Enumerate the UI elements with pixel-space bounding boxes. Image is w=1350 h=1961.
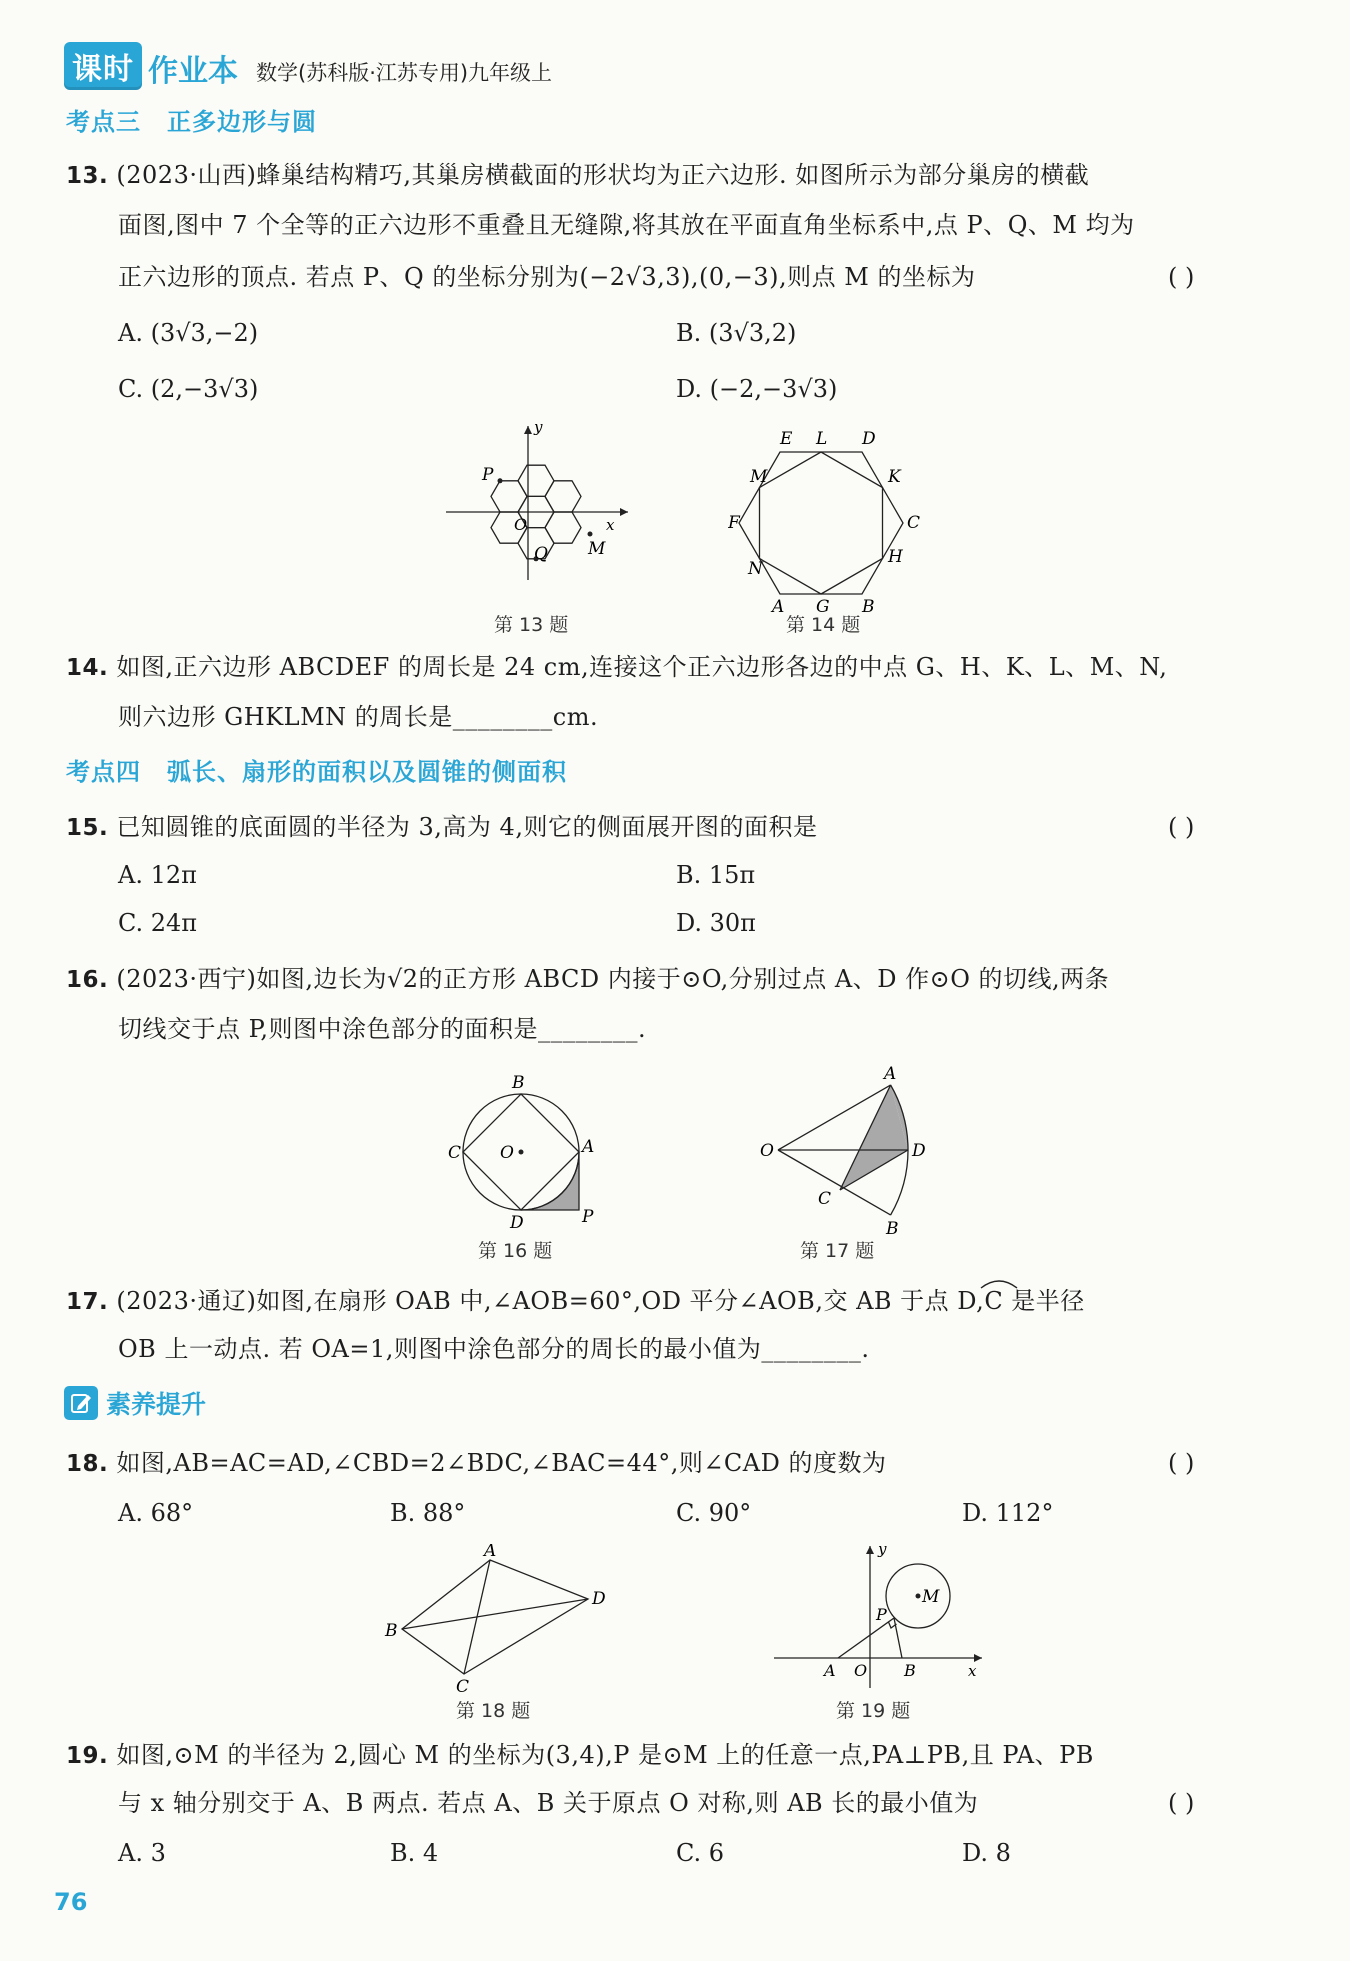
label-g: G: [816, 597, 830, 612]
page-number: 76: [54, 1888, 88, 1916]
page-header: [64, 40, 552, 90]
label-b: B: [512, 1073, 525, 1093]
option-a: A. 12π: [118, 861, 197, 889]
pencil-note-icon: [64, 1386, 98, 1420]
question-number: 13.: [66, 163, 109, 189]
question-number: 18.: [66, 1451, 109, 1477]
section-label: 考点三: [66, 108, 141, 136]
section-heading: 正多边形与圆: [167, 108, 317, 136]
q17-line2: OB 上一动点. 若 OA=1,则图中涂色部分的周长的最小值为________.: [118, 1335, 870, 1363]
answer-bracket: ( ): [1168, 1449, 1195, 1477]
q17-text-1: (2023·通辽)如图,在扇形 OAB 中,∠AOB=60°,OD 平分∠AOB,交 AB 于点 D,C 是半径: [116, 1287, 1085, 1315]
label-b: B: [385, 1621, 398, 1641]
q13-line2: 面图,图中 7 个全等的正六边形不重叠且无缝隙,将其放在平面直角坐标系中,点 P、Q、M 均为: [118, 211, 1135, 239]
label-x: x: [606, 516, 615, 534]
q19-line2: 与 x 轴分别交于 A、B 两点. 若点 A、B 关于原点 O 对称,则 AB 长的最小值为: [118, 1789, 979, 1817]
answer-bracket: ( ): [1168, 813, 1195, 841]
q15-line1: [66, 812, 817, 843]
option-b: B. (3√3,2): [676, 319, 797, 347]
answer-bracket: ( ): [1168, 1789, 1195, 1817]
caption-13: 第 13 题: [494, 614, 569, 636]
question-number: 17.: [66, 1289, 109, 1315]
label-p: P: [482, 465, 494, 485]
figure-16-circle-square: [436, 1070, 606, 1240]
figure-18-quadrilateral: [380, 1544, 620, 1694]
option-a: A. 68°: [118, 1499, 194, 1527]
option-c: C. 24π: [118, 909, 198, 937]
arc-symbol: [978, 1276, 1020, 1290]
label-h: H: [888, 547, 903, 567]
section-title-growth: [64, 1385, 206, 1421]
label-e: E: [780, 429, 793, 449]
question-number: 14.: [66, 655, 109, 681]
label-o: O: [854, 1661, 868, 1680]
label-d: D: [912, 1141, 926, 1161]
q19-text-1: 如图,⊙M 的半径为 2,圆心 M 的坐标为(3,4),P 是⊙M 上的任意一点,PA⊥PB,且 PA、PB: [116, 1741, 1094, 1769]
label-o: O: [760, 1141, 774, 1161]
question-number: 16.: [66, 967, 109, 993]
caption-16: 第 16 题: [478, 1240, 553, 1262]
label-f: F: [728, 513, 740, 533]
label-c: C: [818, 1189, 832, 1209]
option-c: C. (2,−3√3): [118, 375, 259, 403]
label-m: M: [750, 467, 768, 487]
caption-17: 第 17 题: [800, 1240, 875, 1262]
label-b: B: [862, 597, 875, 612]
label-d: D: [862, 429, 876, 449]
q13-line1: [66, 160, 1089, 191]
section-label: 考点四: [66, 758, 141, 786]
q13-line3: 正六边形的顶点. 若点 P、Q 的坐标分别为(−2√3,3),(0,−3),则点 M 的坐标为: [118, 263, 976, 291]
section-title-4: [66, 752, 567, 787]
option-b: B. 4: [390, 1839, 439, 1867]
q13-text-1: (2023·山西)蜂巢结构精巧,其巢房横截面的形状均为正六边形. 如图所示为部分巢房的横截: [116, 161, 1090, 189]
label-b: B: [886, 1219, 899, 1239]
q17-line1: [66, 1286, 1085, 1317]
q18-line1: [66, 1448, 887, 1479]
label-a: A: [484, 1544, 497, 1561]
q19-line1: [66, 1740, 1094, 1771]
section-heading: 弧长、扇形的面积以及圆锥的侧面积: [167, 758, 567, 786]
label-c: C: [456, 1677, 470, 1694]
label-y: y: [534, 418, 543, 436]
label-n: N: [748, 559, 763, 579]
q14-text-1: 如图,正六边形 ABCDEF 的周长是 24 cm,连接这个正六边形各边的中点 G、H、K、L、M、N,: [116, 653, 1168, 681]
question-number: 15.: [66, 815, 109, 841]
option-d: D. 112°: [962, 1499, 1054, 1527]
figure-19-coordinate-circle: [770, 1540, 990, 1692]
option-b: B. 15π: [676, 861, 756, 889]
section-title-3: [66, 102, 317, 137]
label-c: C: [448, 1143, 462, 1163]
q16-text-1: (2023·西宁)如图,边长为√2的正方形 ABCD 内接于⊙O,分别过点 A、D 作⊙O 的切线,两条: [116, 965, 1110, 993]
label-p: P: [582, 1207, 594, 1227]
label-c: C: [907, 513, 921, 533]
label-a: A: [582, 1137, 595, 1157]
label-a: A: [824, 1661, 836, 1680]
label-l: L: [816, 429, 828, 449]
brand-logo: 课时: [64, 42, 142, 90]
label-m: M: [588, 539, 606, 559]
q14-line1: [66, 652, 1167, 683]
option-d: D. 30π: [676, 909, 756, 937]
answer-bracket: ( ): [1168, 263, 1195, 291]
label-o: O: [514, 515, 528, 534]
label-q: Q: [534, 544, 548, 564]
section-heading: 素养提升: [106, 1390, 207, 1419]
label-o: O: [500, 1143, 514, 1163]
option-c: C. 6: [676, 1839, 725, 1867]
label-k: K: [888, 467, 901, 487]
figure-17-sector: [756, 1064, 946, 1244]
brand-name: 作业本: [148, 54, 238, 89]
label-a: A: [772, 597, 785, 612]
label-d: D: [592, 1589, 606, 1609]
option-d: D. 8: [962, 1839, 1011, 1867]
option-a: A. 3: [118, 1839, 166, 1867]
book-title: 数学(苏科版·江苏专用)九年级上: [256, 61, 553, 85]
q18-text-1: 如图,AB=AC=AD,∠CBD=2∠BDC,∠BAC=44°,则∠CAD 的度数为: [116, 1449, 887, 1477]
option-b: B. 88°: [390, 1499, 466, 1527]
q15-text-1: 已知圆锥的底面圆的半径为 3,高为 4,则它的侧面展开图的面积是: [116, 813, 818, 841]
caption-14: 第 14 题: [786, 614, 861, 636]
question-number: 19.: [66, 1743, 109, 1769]
label-x: x: [968, 1662, 977, 1680]
q16-line1: [66, 964, 1109, 995]
q16-line2: 切线交于点 P,则图中涂色部分的面积是________.: [118, 1015, 647, 1043]
option-c: C. 90°: [676, 1499, 752, 1527]
label-y: y: [878, 1540, 887, 1558]
figure-14-hexagon: [728, 422, 928, 612]
figure-13-honeycomb: [436, 418, 636, 588]
caption-19: 第 19 题: [836, 1700, 911, 1722]
label-d: D: [510, 1213, 524, 1233]
q14-line2: 则六边形 GHKLMN 的周长是________cm.: [118, 703, 599, 731]
label-p: P: [876, 1605, 887, 1624]
option-d: D. (−2,−3√3): [676, 375, 838, 403]
caption-18: 第 18 题: [456, 1700, 531, 1722]
label-m: M: [922, 1587, 940, 1607]
label-a: A: [884, 1064, 897, 1084]
label-b: B: [904, 1661, 916, 1680]
option-a: A. (3√3,−2): [118, 319, 259, 347]
